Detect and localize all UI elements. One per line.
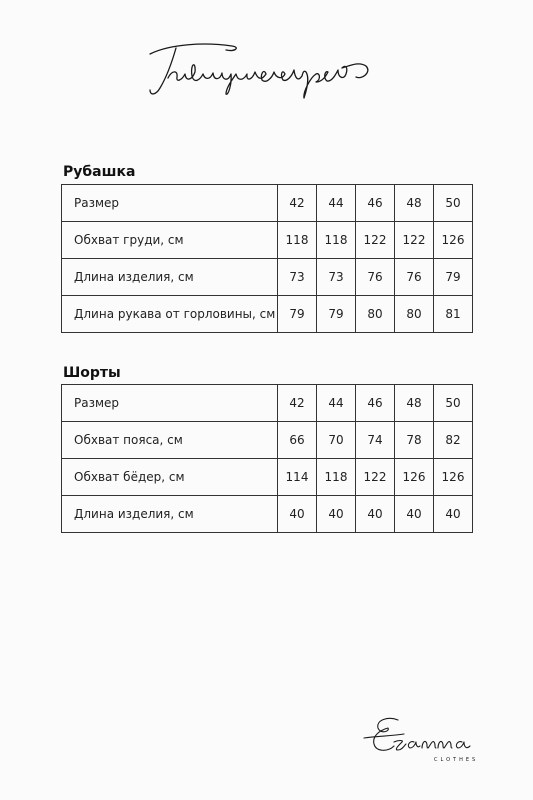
table-cell: 126 [395,459,434,496]
table-cell: 76 [356,259,395,296]
table-cell: 70 [317,422,356,459]
table-cell: 126 [434,222,473,259]
table-row [62,222,473,259]
table-row [62,422,473,459]
table-row [62,259,473,296]
table-row [62,459,473,496]
table-cell: 79 [317,296,356,333]
table-cell: 126 [434,459,473,496]
table-cell: 122 [356,459,395,496]
table-cell: 73 [317,259,356,296]
page-title [0,30,533,110]
table-cell: 40 [317,496,356,533]
svg-text:CLOTHES: CLOTHES [434,757,479,763]
table-cell: 40 [356,496,395,533]
table-cell: 81 [434,296,473,333]
table-cell: 122 [395,222,434,259]
table-cell: 74 [356,422,395,459]
table-cell: 66 [278,422,317,459]
table-cell: 40 [395,496,434,533]
row-label: Обхват груди, см [62,222,278,259]
table-cell: 79 [278,296,317,333]
shorts-size-table [61,384,473,533]
row-label: Длина рукава от горловины, см [62,296,278,333]
row-label: Размер [62,385,278,422]
shirt-size-table [61,184,473,333]
table-row [62,385,473,422]
table-cell: 44 [317,385,356,422]
table-cell: 80 [356,296,395,333]
table-cell: 44 [317,185,356,222]
table-cell: 73 [278,259,317,296]
brand-logo [358,712,508,772]
table-cell: 50 [434,385,473,422]
table-cell: 79 [434,259,473,296]
table-cell: 50 [434,185,473,222]
table-cell: 46 [356,185,395,222]
shirt-section-title: Рубашка [63,164,136,180]
row-label: Длина изделия, см [62,496,278,533]
row-label: Длина изделия, см [62,259,278,296]
table-cell: 82 [434,422,473,459]
table-cell: 118 [317,459,356,496]
table-cell: 40 [434,496,473,533]
table-cell: 78 [395,422,434,459]
shorts-section-title: Шорты [63,365,121,381]
table-row [62,185,473,222]
table-cell: 80 [395,296,434,333]
table-cell: 48 [395,385,434,422]
row-label: Обхват бёдер, см [62,459,278,496]
table-cell: 122 [356,222,395,259]
table-cell: 118 [278,222,317,259]
table-row [62,496,473,533]
row-label: Размер [62,185,278,222]
table-row [62,296,473,333]
table-cell: 118 [317,222,356,259]
row-label: Обхват пояса, см [62,422,278,459]
table-cell: 48 [395,185,434,222]
table-cell: 42 [278,185,317,222]
table-cell: 42 [278,385,317,422]
table-cell: 114 [278,459,317,496]
table-cell: 40 [278,496,317,533]
table-cell: 76 [395,259,434,296]
table-cell: 46 [356,385,395,422]
